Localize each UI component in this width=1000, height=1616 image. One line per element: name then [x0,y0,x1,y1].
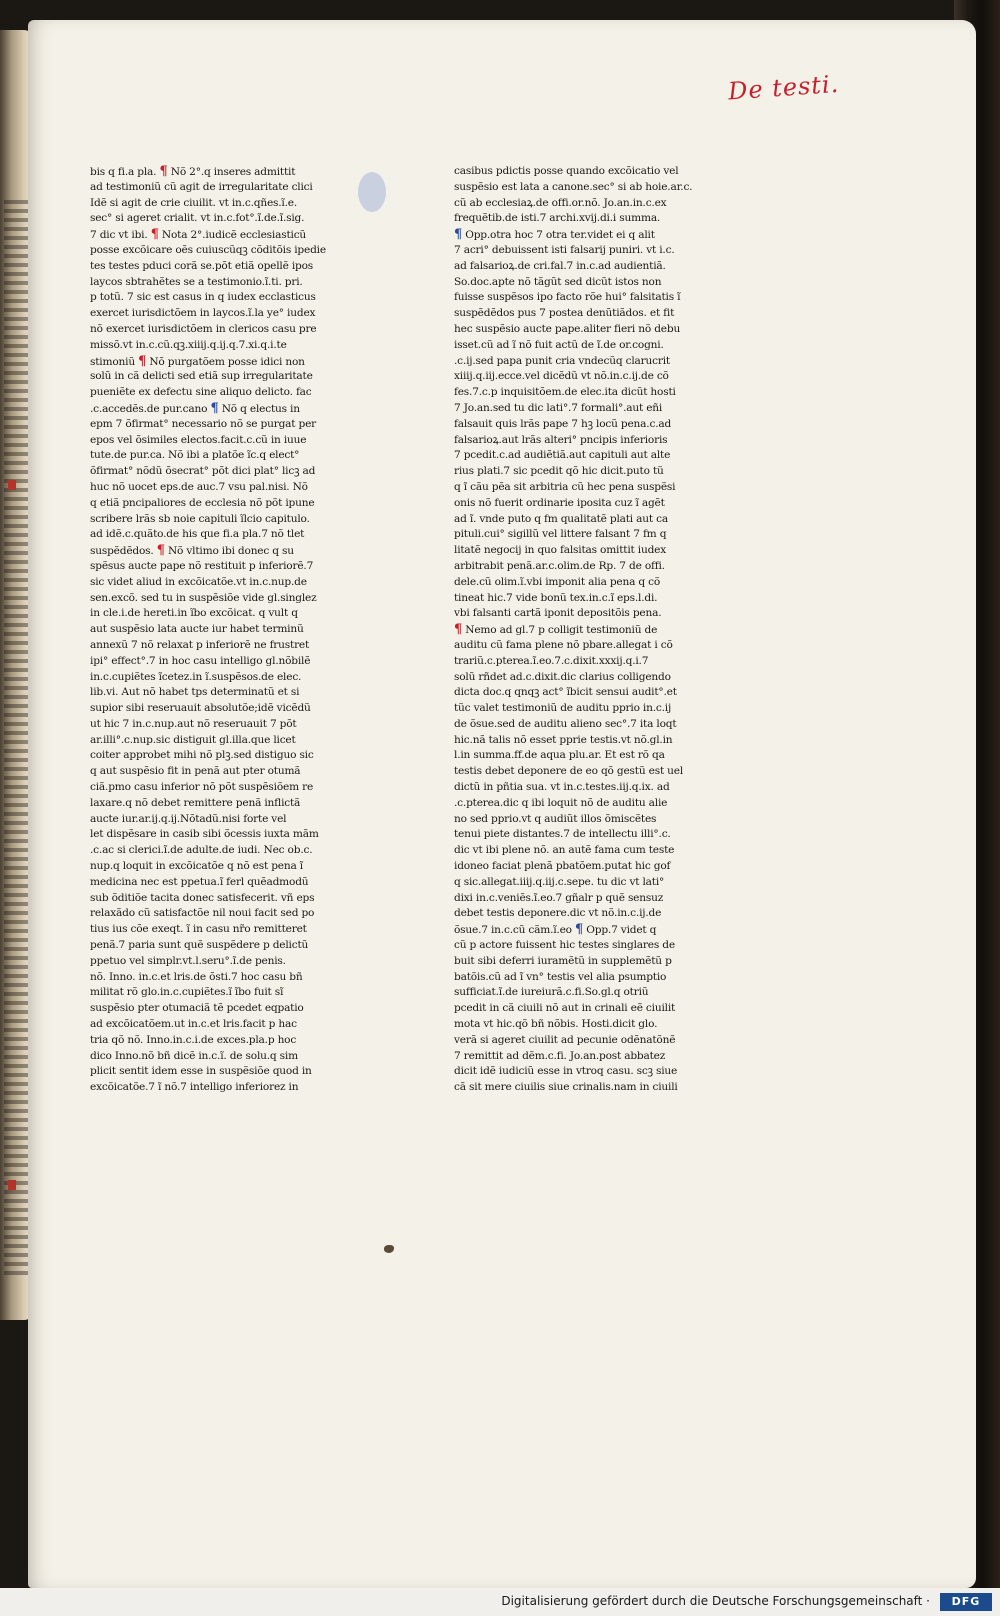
text-line: solũ in cã delicti sed etiã sup irregularitate [90,370,313,383]
text-line: in cle.i.de hereti.in ĩbo excõicat. q vult q [90,607,298,620]
text-line: ipi° effect°.7 in hoc casu intelligo gl.nõbilẽ [90,654,311,667]
text-line: p totũ. 7 sic est casus in q iudex ecclasticus [90,291,316,304]
text-line: hec suspẽsio aucte pape.aliter fieri nõ debu [454,322,681,335]
text-line: ad falsarioꝝ.de cri.fal.7 in.c.ad audientiã. [454,259,666,272]
text-line: q ĩ cãu pẽa sit arbitria cũ hec pena suspẽsi [454,480,676,493]
text-line: ppetuo vel simplr.vt.l.seru°.ĩ.de penis. [90,954,286,967]
text-line: sufficiat.ĩ.de iureiurã.c.fi.So.gl.q otriũ [454,986,649,999]
text-line: no sed pprio.vt q audiũt illos õmiscẽtes [454,812,657,825]
text-line: cã sit mere ciuilis siue crinalis.nam in ciuili [454,1081,678,1094]
dfg-logo: DFG [940,1593,992,1611]
text-line: nup.q loquit in excõicatõe q nõ est pena ĩ [90,860,303,873]
text-line: .c.accedẽs.de pur.cano ¶ Nõ q electus in [90,400,300,416]
text-line: idoneo faciat plenã pbatõem.putat hic gof [454,860,671,873]
paragraph-mark: ¶ [454,622,463,638]
text-line: aut suspẽsio lata aucte iur habet terminũ [90,623,304,636]
text-line: isset.cũ ad ĩ nõ fuit actũ de ĩ.de or.cogni. [454,338,664,351]
text-line: dico Inno.nõ bñ dicẽ in.c.ĩ. de solu.q sim [90,1049,298,1062]
text-line: tute.de pur.ca. Nõ ibi a platõe ĩc.q elect° [90,449,300,462]
text-line: tineat hic.7 vide bonũ tex.in.c.ĩ eps.l.di. [454,591,658,604]
text-line: lib.vi. Aut nõ habet tps determinatũ et si [90,686,300,699]
text-line: pituli.cui° sigillũ vel littere falsant 7 fm q [454,528,667,541]
text-line: coiter approbet mihi nõ plꝫ.sed distiguo sic [90,749,314,762]
text-line: suspẽdẽdos. ¶ Nõ vltimo ibi donec q su [90,543,294,559]
text-line: penã.7 paria sunt quẽ suspẽdere p delictũ [90,939,309,952]
text-line: nõ. Inno. in.c.et lris.de õsti.7 hoc casu bñ [90,970,303,983]
text-line: supior sibi reseruauit absolutõe;idẽ vicẽdũ [90,702,311,715]
text-line: solũ rñdet ad.c.dixit.dic clarius colligendo [454,670,671,683]
text-line: .c.ac si clerici.ĩ.de adulte.de iudi. Nec ob.c. [90,844,313,857]
paragraph-mark: ¶ [210,400,219,416]
text-line: hic.nã talis nõ esset pprie testis.vt nõ.gl.in [454,733,673,746]
text-line: suspẽsio pter otumaciã tẽ pcedet eqpatio [90,1002,304,1015]
text-line: fuisse suspẽsos ipo facto rõe hui° falsitatis ĩ [454,291,681,304]
text-line: let dispẽsare in casib sibi õcessis iuxta mãm [90,828,319,841]
text-line: annexũ 7 nõ relaxat p inferiorẽ ne frustret [90,638,310,651]
text-line: l.in summa.ff.de aqua plu.ar. Et est rõ qa [454,749,665,762]
text-line: ciã.pmo casu inferior nõ põt suspẽsiõem re [90,781,314,794]
text-line: sub õditiõe tacita donec satisfecerit. vñ eps [90,891,315,904]
paragraph-mark: ¶ [156,543,165,559]
text-line: dicta doc.q qnqꝫ act° ĩbicit sensui audit°.et [454,686,677,699]
paragraph-mark: ¶ [138,353,147,369]
text-line: fes.7.c.p inquisitõem.de elec.ita dicũt hosti [454,386,676,399]
text-line: ad testimoniũ cũ agit de irregularitate clici [90,180,313,193]
text-line: posse excõicare oẽs cuiuscũqꝫ cõditõis ipedie [90,243,326,256]
text-line: dicit idẽ iudiciũ esse in vtroq casu. scꝫ siue [454,1065,678,1078]
text-line: sec° si ageret crialit. vt in.c.fot°.ĩ.de.ĩ.sig. [90,212,305,225]
adjacent-page-rubric [8,480,16,490]
text-line: falsauit quis lrãs pape 7 hꝫ locũ pena.c.ad [454,417,672,430]
text-line: tenui piete distantes.7 de intellectu illi°.c. [454,828,671,841]
text-line: relaxãdo cũ satisfactõe nil noui facit sed po [90,907,315,920]
text-line: laycos sbtrahẽtes se a testimonio.ĩ.ti. pri. [90,275,303,288]
text-line: tria qõ nõ. Inno.in.c.i.de exces.pla.p hoc [90,1033,297,1046]
text-line: suspẽsio est lata a canone.sec° si ab hoie.ar.c. [454,180,693,193]
text-line: verã si ageret ciuilit ad pecunie odẽnatõnẽ [454,1033,676,1046]
text-line: xiiij.q.iij.ecce.vel dicẽdũ vt nõ.in.c.ij.de cõ [454,370,669,383]
text-line: epm 7 õfirmat° necessario nõ se purgat per [90,417,317,430]
text-line: rius plati.7 sic pcedit qõ hic dicit.puto tũ [454,465,664,478]
text-line: medicina nec est ppetua.ĩ ferl quẽadmodũ [90,875,309,888]
adjacent-page-rubric [8,1180,16,1190]
text-line: arbitrabit penã.ar.c.olim.de Rp. 7 de offi. [454,559,665,572]
text-line: testis debet deponere de eo qõ gestũ est uel [454,765,684,778]
text-line: ad excõicatõem.ut in.c.et lris.facit p hac [90,1018,297,1031]
text-line: debet testis deponere.dic vt nõ.in.c.ij.de [454,907,662,920]
paragraph-mark: ¶ [454,227,463,243]
text-line: epos vel õsimiles electos.facit.c.cũ in iuue [90,433,307,446]
footer-bar [0,1588,1000,1616]
text-line: scribere lrãs sb noie capituli ĩlcio capitulo. [90,512,310,525]
text-line: auditu cũ fama plene nõ pbare.allegat i cõ [454,638,673,651]
text-line: pcedit in cã ciuili nõ aut in crinali eẽ ciuilit [454,1002,676,1015]
text-line: tius ius cõe exeqt. ĩ in casu nr̃o remitteret [90,923,307,936]
text-line: excõicatõe.7 ĩ nõ.7 intelligo inferiorez in [90,1081,299,1094]
text-line: tũc valet testimoniũ de auditu pprio in.c.ij [454,702,672,715]
text-line: cũ p actore fuissent hic testes singlares de [454,939,675,952]
text-line: militat rõ glo.in.c.cupiẽtes.ĩ ĩbo fuit sĩ [90,986,284,999]
right-text-column [454,164,758,1096]
manuscript-page [28,20,976,1588]
paragraph-mark: ¶ [159,164,168,179]
text-line: bis q fi.a pla. ¶ Nõ 2°.q inseres admittit [90,164,296,179]
text-line: trariũ.c.pterea.ĩ.eo.7.c.dixit.xxxij.q.i.7 [454,654,649,667]
text-line: spẽsus aucte pape nõ restituit p inferiorẽ.7 [90,559,314,572]
text-line: pueniẽte ex defectu sine aliquo delicto. fac [90,386,312,399]
text-line: de õsue.sed de auditu alieno sec°.7 ita loqt [454,717,677,730]
text-line: sen.excõ. sed tu in suspẽsiõe vide gl.singlez [90,591,317,604]
text-line: 7 dic vt ibi. ¶ Nota 2°.iudicẽ ecclesiasticũ [90,227,307,243]
text-line: Idẽ si agit de crie ciuilit. vt in.c.qñes.ĩ.e. [90,196,298,209]
text-line: mota vt hic.qõ bñ nõbis. Hosti.dicit glo. [454,1018,658,1031]
text-line: tes testes pduci corã se.põt etiã opellẽ ipos [90,259,314,272]
text-line: cũ ab ecclesiaꝝ.de offi.or.nõ. Jo.an.in.c.ex [454,196,667,209]
text-line: q sic.allegat.iiij.q.iij.c.sepe. tu dic vt lati° [454,875,665,888]
text-line: nõ exercet iurisdictõem in clericos casu pre [90,322,317,335]
text-line: .c.ij.sed papa punit cria vndecũq clarucrit [454,354,670,367]
text-line: casibus pdictis posse quando excõicatio vel [454,165,679,177]
text-line: aucte iur.ar.ij.q.ij.Nõtadũ.nisi forte vel [90,812,287,825]
ink-stain [384,1245,394,1253]
text-line: plicit sentit idem esse in suspẽsiõe quod in [90,1065,312,1078]
text-line: dele.cũ olim.ĩ.vbi imponit alia pena q cõ [454,575,661,588]
text-line: in.c.cupiẽtes ĩcetez.in ĩ.suspẽsos.de elec. [90,670,302,683]
text-line: suspẽdẽdos pus 7 postea denũtiãdos. et fit [454,307,675,320]
paragraph-mark: ¶ [575,922,584,938]
left-text-column [90,164,370,1096]
text-line: ¶ Opp.otra hoc 7 otra ter.videt ei q alit [454,227,655,243]
text-line: stimoniũ ¶ Nõ purgatõem posse idici non [90,353,305,369]
text-line: 7 remittit ad dẽm.c.fi. Jo.an.post abbatez [454,1049,666,1062]
rubric-heading: De testi. [727,69,841,106]
text-line: dixi in.c.veniẽs.ĩ.eo.7 gñalr p quẽ sensuz [454,891,664,904]
text-line: laxare.q nõ debet remittere penã inflictã [90,796,301,809]
text-line: So.doc.apte nõ tãgũt sed dicũt istos non [454,275,662,288]
text-line: ad ĩ. vnde puto q fm qualitatẽ plati aut ca [454,512,668,525]
text-line: q etiã pncipaliores de ecclesia nõ põt ipune [90,496,315,509]
text-line: ut hic 7 in.c.nup.aut nõ reseruauit 7 põt [90,717,297,730]
text-line: missõ.vt in.c.cũ.qꝫ.xiiij.q.ij.q.7.xi.q.i.te [90,338,287,351]
text-line: õsue.7 in.c.cũ cãm.ĩ.eo ¶ Opp.7 videt q [454,922,657,938]
text-line: õfirmat° nõdũ õsecrat° põt dici plat° licꝫ ad [90,465,316,478]
text-line: 7 pcedit.c.ad audiẽtiã.aut capituli aut alte [454,449,671,462]
text-line: batõis.cũ ad ĩ vn° testis vel alia psumptio [454,970,667,983]
footer-credit: Digitalisierung gefördert durch die Deutsche Forschungsgemeinschaft · [501,1594,930,1608]
paragraph-mark: ¶ [150,227,159,243]
text-line: ad idẽ.c.quãto.de his que fi.a pla.7 nõ tlet [90,528,305,541]
text-line: frequẽtib.de isti.7 archi.xvij.di.i summa. [454,212,661,225]
text-line: dictũ in pñtia sua. vt in.c.testes.iij.q.ix. ad [454,781,670,794]
text-line: litatẽ negocij in quo falsitas omittit iudex [454,544,666,557]
text-line: falsarioꝝ.aut lrãs alteri° pncipis inferioris [454,433,668,446]
text-line: exercet iurisdictõem in laycos.ĩ.la ye° iudex [90,307,316,320]
text-line: 7 Jo.an.sed tu dic lati°.7 formali°.aut eñi [454,401,663,414]
text-line: onis nõ fuerit ordinarie iposita cuz ĩ agẽt [454,496,665,509]
text-line: q aut suspẽsio fit in penã aut pter otumã [90,765,301,778]
text-line: sic videt aliud in excõicatõe.vt in.c.nup.de [90,575,307,588]
text-line: ¶ Nemo ad gl.7 p colligit testimoniũ de [454,622,658,638]
text-line: huc nõ uocet eps.de auc.7 vsu pal.nisi. Nõ [90,480,308,493]
text-line: 7 acri° debuissent isti falsarij puniri. vt i.c. [454,243,675,256]
text-line: dic vt ibi plene nõ. an autẽ fama cum teste [454,844,675,857]
text-line: ar.illi°.c.nup.sic distiguit gl.illa.que licet [90,733,296,746]
text-line: vbi falsanti cartã iponit depositõis pena. [454,607,662,620]
text-line: buit sibi deferri iuramẽtũ in supplemẽtũ p [454,954,672,967]
text-line: .c.pterea.dic q ibi loquit nõ de auditu alie [454,796,668,809]
